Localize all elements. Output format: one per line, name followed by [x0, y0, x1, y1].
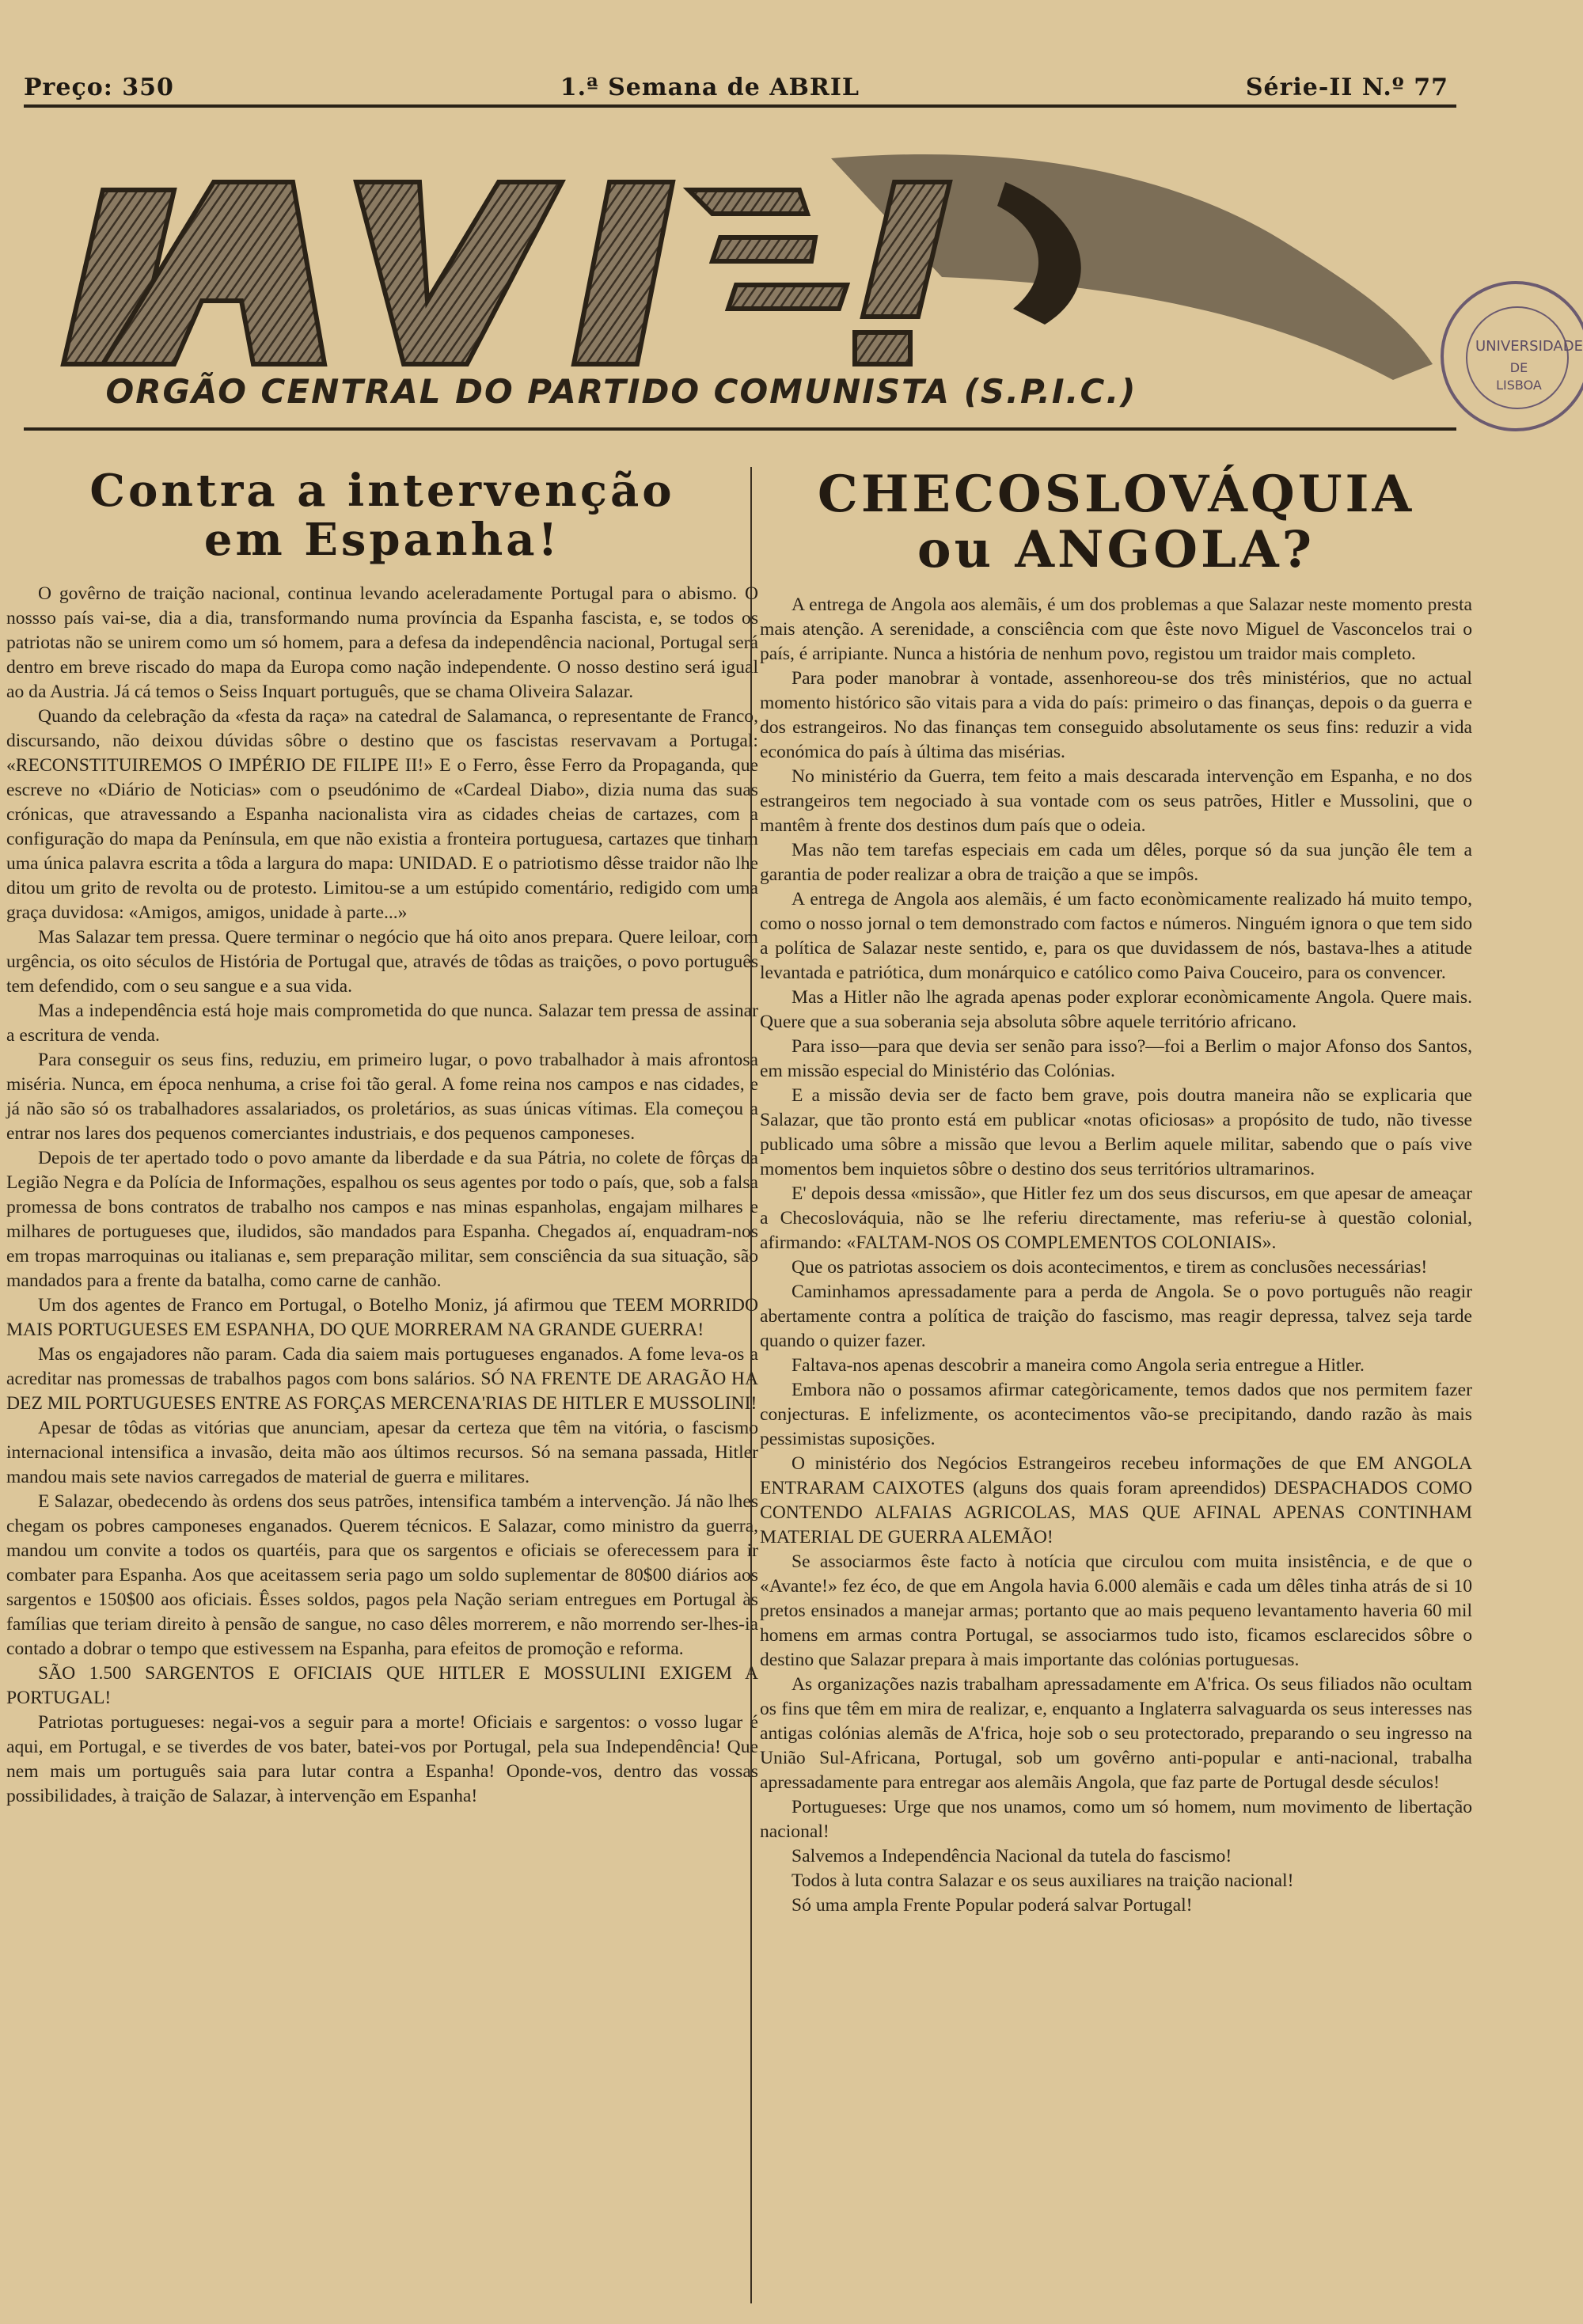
paragraph: Se associarmos êste facto à notícia que circulou com muita insistência, e de que o «Avante!» fez éco, de que em Angola havia 6.000 alemãis e cada um dêles tinha atrás de si 10 pretos ensinados a manejar armas; portanto que ao mais pequeno levantamento haveria 60 mil homens em armas contra Portugal, se associarmos tudo isto, ficamos esclarecidos sôbre o destino que Salazar prepara à mais importante das colónias portuguesas. [760, 1551, 1472, 1670]
stamp-line-3: LISBOA [1496, 378, 1542, 393]
paragraph: A entrega de Angola aos alemãis, é um facto econòmicamente realizado há muito tempo, como o nosso jornal o tem demonstrado com factos e números. Ninguém ignora o que tem sido a política de Salazar neste sentido, e, para os que duvidassem de nós, bastava-lhes a atitude levantada e patriótica, dum monárquico e católico como Paiva Couceiro, para os convencer. [760, 888, 1472, 983]
header-bar [24, 70, 1448, 104]
library-stamp [1441, 281, 1583, 431]
paragraph: Todos à luta contra Salazar e os seus auxiliares na traição nacional! [792, 1870, 1294, 1891]
paragraph: Um dos agentes de Franco em Portugal, o Botelho Moniz, já afirmou que TEEM MORRIDO MAIS PORTUGUESES EM ESPANHA, DO QUE MORRERAM NA GRANDE GUERRA! [6, 1295, 758, 1341]
paragraph: Salvemos a Independência Nacional da tutela do fascismo! [792, 1845, 1232, 1866]
left-headline-line-2: em Espanha! [203, 513, 561, 566]
right-headline [760, 467, 1472, 579]
paragraph: Embora não o possamos afirmar categòricamente, temos dados que nos permitem fazer conjecturas. E infelizmente, os acontecimentos vão-se precipitando, dando razão às mais pessimistas suposições. [760, 1379, 1472, 1449]
paragraph: SÃO 1.500 SARGENTOS E OFICIAIS QUE HITLER E MOSSULINI EXIGEM A PORTUGAL! [6, 1663, 758, 1709]
stamp-inner-ring [1466, 306, 1583, 409]
paragraph: O govêrno de traição nacional, continua levando aceleradamente Portugal para o abismo. O nossso país vai-se, dia a dia, transformando numa província da Espanha fascista, e, se todos os patriotas não se unirem como um só homem, para a defesa da independência nacional, Portugal será dentro em breve riscado do mapa da Europa como nação independente. O nosso destino será igual ao da Austria. Já cá temos o Seiss Inquart português, que se chama Oliveira Salazar. [6, 583, 758, 703]
stamp-line-2: DE [1509, 360, 1528, 375]
stamp-line-1: UNIVERSIDADE [1475, 338, 1583, 355]
right-article [760, 467, 1472, 1918]
paragraph: As organizações nazis trabalham apressadamente em A'frica. Os seus filiados não ocultam os fins que têm em mira de realizar, e, enquanto a Inglaterra salvaguarda os seus interesses nas antigas colónias alemãs de A'frica, hoje sob o seu protectorado, preparando o seu ingresso na União Sul-Africana, Portugal, sob um govêrno anti-popular e anti-nacional, trabalha apressadamente para entregar aos alemãis Angola, que faz parte de Portugal desde séculos! [760, 1673, 1472, 1793]
paragraph: Mas a Hitler não lhe agrada apenas poder explorar econòmicamente Angola. Quere mais. Quere que a sua soberania seja absoluta sôbre aquele território africano. [760, 986, 1472, 1032]
left-article-body [6, 582, 758, 1809]
paragraph: Apesar de tôdas as vitórias que anunciam, apesar da certeza que têm na vitória, o fascismo internacional intensifica a invasão, deita mão aos últimos recursos. Só na semana passada, Hitler mandou mais sete navios carregados de material de guerra e militares. [6, 1418, 758, 1488]
right-article-body [760, 593, 1472, 1918]
paragraph: Mas os engajadores não param. Cada dia saiem mais portugueses enganados. A fome leva-os a acreditar nas promessas de trabalhos pagos com bons salários. SÓ NA FRENTE DE ARAGÃO HA DEZ MIL PORTUGUESES ENTRE AS FORÇAS MERCENA'RIAS DE HITLER E MUSSOLINI! [6, 1344, 758, 1415]
paragraph: E Salazar, obedecendo às ordens dos seus patrões, intensifica também a intervenção. Já não lhes chegam os pobres camponeses enganados. Querem técnicos. E Salazar, como ministro da guerra, mandou um convite a todos os quartéis, para que os sargentos e oficiais se oferecessem para ir combater para Espanha. Aos que aceitassem seria pago um soldo suplementar de 80$00 diários aos sargentos e 150$00 aos oficiais. Êsses soldos, pagos pela Nação seriam entregues em Portugal às famílias que teriam direito à pensão de sangue, no caso dêles morrerem, e não morrendo ser-lhes-ia contado a dobrar o tempo que estivessem na Espanha, para efeitos de promoção e reforma. [6, 1491, 758, 1660]
issue-label: Série-II N.º 77 [1245, 73, 1448, 101]
masthead-subtitle: ORGÃO CENTRAL DO PARTIDO COMUNISTA (S.P.I.C.) [105, 372, 1137, 411]
price-label: Preço: 350 [24, 73, 174, 101]
left-headline [6, 467, 758, 564]
paragraph: E a missão devia ser de facto bem grave, pois doutra maneira não se explicaria que Salazar, que tão pronto está em publicar «notas oficiosas» a propósito de tudo, não tivesse publicado uma sôbre a missão que levou a Berlim aquele militar, sabendo que o país vive momentos bem inquietos sôbre o destino dos seus territórios ultramarinos. [760, 1084, 1472, 1179]
paragraph: Portugueses: Urge que nos unamos, como um só homem, num movimento de libertação nacional! [760, 1796, 1472, 1842]
paragraph: Para isso—para que devia ser senão para isso?—foi a Berlim o major Afonso dos Santos, em missão especial do Ministério das Colónias. [760, 1035, 1472, 1081]
paragraph: Para conseguir os seus fins, reduziu, em primeiro lugar, o povo trabalhador à mais afrontosa miséria. Nunca, em época nenhuma, a crise foi tão geral. A fome reina nos campos e nas cidades, e já não são só os trabalhadores assalariados, os proletários, as suas únicas vítimas. Ela começou a entrar nos lares dos pequenos comerciantes industriais, e dos pequenos camponeses. [6, 1050, 758, 1145]
paragraph: Faltava-nos apenas descobrir a maneira como Angola seria entregue a Hitler. [792, 1354, 1365, 1376]
week-label: 1.ª Semana de ABRIL [560, 73, 860, 101]
paragraph: Mas Salazar tem pressa. Quere terminar o negócio que há oito anos prepara. Quere leiloar, com urgência, os oito séculos de História de Portugal que, através de tôdas as traições, o povo português tem defendido, com o seu sangue e a sua vida. [6, 927, 758, 997]
masthead-rule [24, 427, 1456, 431]
paragraph: No ministério da Guerra, tem feito a mais descarada intervenção em Espanha, e no dos estrangeiros tem negociado à sua vontade com os seus patrões, Hitler e Mussolini, que o mantêm à frente dos destinos dum país que o odeia. [760, 765, 1472, 836]
paragraph: Que os patriotas associem os dois acontecimentos, e tirem as conclusões necessárias! [792, 1256, 1428, 1278]
paragraph: A entrega de Angola aos alemãis, é um dos problemas a que Salazar neste momento presta mais atenção. A serenidade, a consciência com que êste novo Miguel de Vasconcelos trai o país, é arripiante. Nunca a história de nenhum povo, registou um traidor mais completo. [760, 594, 1472, 664]
paragraph: Para poder manobrar à vontade, assenhoreou-se dos três ministérios, que no actual momento histórico são vitais para a vida do país: primeiro o das finanças, depois o da guerra e dos estrangeiros. No das finanças tem conseguido absolutamente os seus fins: reduzir a vida económica do país à última das misérias. [760, 667, 1472, 762]
masthead-logo-graphic [55, 127, 1441, 412]
left-headline-line-1: Contra a intervenção [89, 465, 675, 517]
paragraph: Quando da celebração da «festa da raça» na catedral de Salamanca, o representante de Franco, discursando, não deixou dúvidas sôbre o destino que os fascistas reservavam a Portugal: «RECONSTITUIREMOS O IMPÉRIO DE FILIPE II!» E o Ferro, êsse Ferro da Propaganda, que escreve no «Diário de Noticias» com o pseudónimo de «Cardeal Diabo», dizia numa das suas crónicas, que atravessando a Espanha nacionalista vira as cidades cheias de cartazes, com a configuração do mapa da Península, em que não existia a fronteira portuguesa, cartazes que tinham uma única palavra escrita a tôda a largura do mapa: UNIDAD. E o patriotismo dêsse traidor não lhe ditou um grito de revolta ou de protesto. Limitou-se a um estúpido comentário, redigido com uma graça duvidosa: «Amigos, amigos, unidade à parte...» [6, 706, 758, 924]
right-headline-line-2: ou ANGOLA? [917, 520, 1315, 580]
paragraph: Caminhamos apressadamente para a perda de Angola. Se o povo português não reagir abertamente contra a política de traição do fascismo, mas reagir depressa, talvez seja tarde quando o quizer fazer. [760, 1281, 1472, 1351]
paragraph: Mas não tem tarefas especiais em cada um dêles, porque só da sua junção êle tem a garantia de poder realizar a obra de traição a que se impôs. [760, 839, 1472, 885]
header-rule [24, 104, 1456, 108]
paragraph: Só uma ampla Frente Popular poderá salvar Portugal! [792, 1894, 1193, 1916]
paragraph: E' depois dessa «missão», que Hitler fez um dos seus discursos, em que apesar de ameaçar a Checoslováquia, não se lhe referiu directamente, mas referiu-se à questão colonial, afirmando: «FALTAM-NOS OS COMPLEMENTOS COLONIAIS». [760, 1183, 1472, 1253]
paragraph: O ministério dos Negócios Estrangeiros recebeu informações de que EM ANGOLA ENTRARAM CAIXOTES (alguns dos quais foram apreendidos) DESPACHADOS COMO CONTENDO ALFAIAS AGRICOLAS, MAS QUE AFINAL APENAS CONTINHAM MATERIAL DE GUERRA ALEMÃO! [760, 1452, 1472, 1547]
masthead-logo [55, 127, 1441, 412]
paragraph: Depois de ter apertado todo o povo amante da liberdade e da sua Pátria, no colete de fôrças da Legião Negra e da Polícia de Informações, espalhou os seus agentes por todo o país, que, sob a falsa promessa de bons contratos de trabalho nos campos e nas minas espanholas, engajam milhares e milhares de portugueses que, iludidos, são mandados para Espanha. Chegados aí, enquadram-nos em tropas marroquinas ou italianas e, sem preparação militar, sem consciência da sua situação, são mandados para a frente da batalha, como carne de canhão. [6, 1148, 758, 1292]
paragraph: Mas a independência está hoje mais comprometida do que nunca. Salazar tem pressa de assinar a escritura de venda. [6, 1001, 758, 1046]
right-headline-line-1: CHECOSLOVÁQUIA [817, 465, 1415, 524]
paragraph: Patriotas portugueses: negai-vos a seguir para a morte! Oficiais e sargentos: o vosso lugar é aqui, em Portugal, e se tiverdes de vos bater, batei-vos por Portugal, pela sua Independência! Que nem mais um português saia para lutar contra a Espanha! Oponde-vos, dentro das vossas possibilidades, à traição de Salazar, à intervenção em Espanha! [6, 1712, 758, 1807]
left-article [6, 467, 758, 1809]
